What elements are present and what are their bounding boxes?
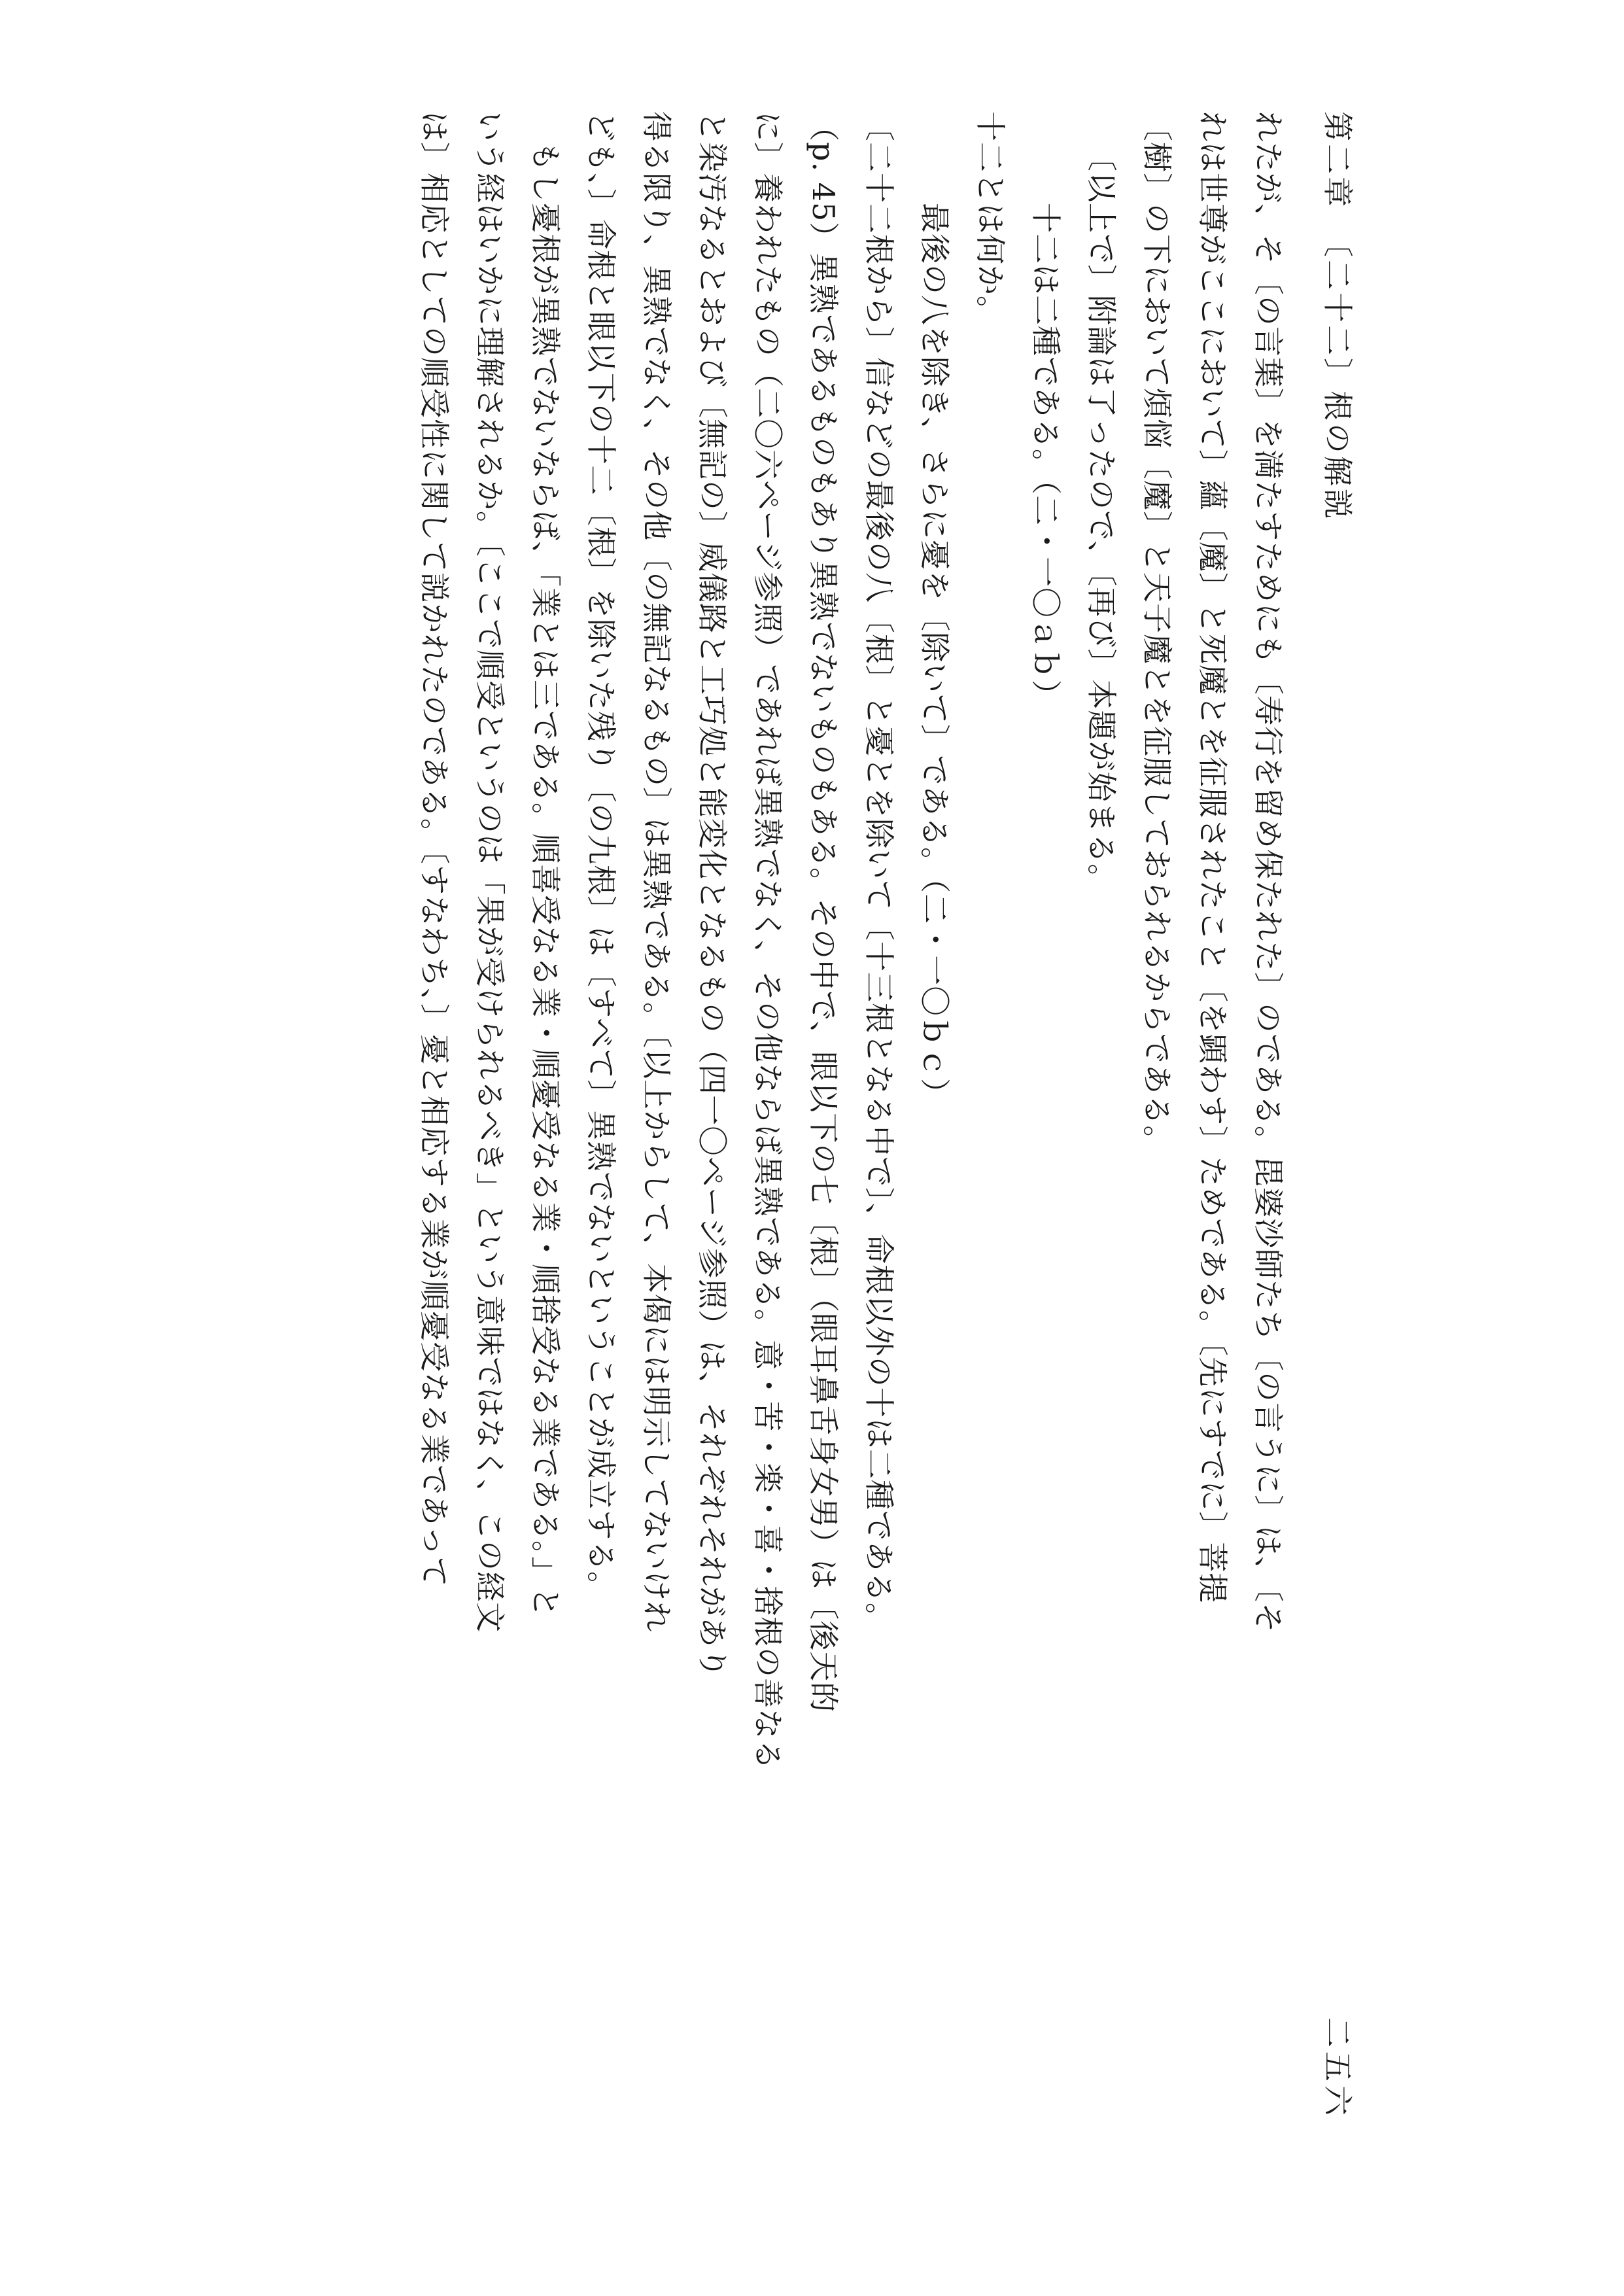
text-line: （p. 45）異熟であるものもあり異熟でないものもある。その中で、眼以下の七〔根〕（眼耳鼻舌身女男）は〔後天的 xyxy=(806,111,841,1713)
text-line: は〕相応としての順受性に関して説かれたのである。〔すなわち、〕憂と相応する業が順憂受なる業であって xyxy=(417,111,452,1588)
verse-line: 十二は二種である。（二・一〇ａｂ） xyxy=(1028,203,1063,710)
text-line: ども、〕命根と眼以下の十二〔根〕を除いた残り〔の九根〕は〔すべて〕異熟でないということが成立する。 xyxy=(583,111,619,1603)
text-line: れは世尊がここにおいて〕蘊〔魔〕と死魔とを征服されたこと〔を顕わす〕ためである。〔先にすでに〕菩提 xyxy=(1195,111,1230,1604)
text-line: 〔二十二根から〕信などの最後の八〔根〕と憂とを除いて〔十三根となる中で〕、命根以外の十は二種である。 xyxy=(861,111,897,1633)
text-line: 〔樹〕の下において煩悩〔魔〕と天子魔とを征服しておられるからである。 xyxy=(1139,111,1175,1157)
text-line: と染汚なるとおよび〔無記の〕威儀路と工巧処と能変化となるもの（四一〇ページ参照）は、それぞれそれがあり xyxy=(695,111,730,1679)
text-line: いう経はいかに理解されるか。〔ここで順受というのは「果が受けられるべき」という意味ではなく、この経文 xyxy=(472,111,508,1633)
question-line: 十二とは何か。 xyxy=(973,111,1008,326)
text-line: れたが、そ〔の言葉〕を満たすためにも〔寿行を留め保たれた〕のである。毘婆沙師たち〔の言うに〕は、〔そ xyxy=(1251,111,1286,1633)
text-line: に〕養われたもの（二〇六ページ参照）であれば異熟でなく、その他ならば異熟である。意・苦・楽・喜・捨根の善なる xyxy=(750,111,786,1771)
verse-line: 最後の八を除き、さらに憂を〔除いて〕である。（二・一〇ｂｃ） xyxy=(917,203,952,1109)
rotated-text-block xyxy=(256,85,1368,2211)
text-line: 得る限り、異熟でなく、その他〔の無記なるもの〕は異熟である。〔以上からして、本偈には明示してないけれ xyxy=(639,111,674,1633)
text-line: もし憂根が異熟でないならば、「業とは三である。順喜受なる業・順憂受なる業・順捨受なる業である。」と xyxy=(528,141,563,1618)
text-line: 〔以上で〕附論は了ったので、〔再び〕本題が始まる。 xyxy=(1084,141,1119,895)
page-header xyxy=(1315,85,1368,2211)
page-number: 二五六 xyxy=(1320,2017,1355,2119)
body-text xyxy=(406,111,1296,2113)
running-head: 第二章 〔二十二〕根の解説 xyxy=(1320,111,1355,521)
